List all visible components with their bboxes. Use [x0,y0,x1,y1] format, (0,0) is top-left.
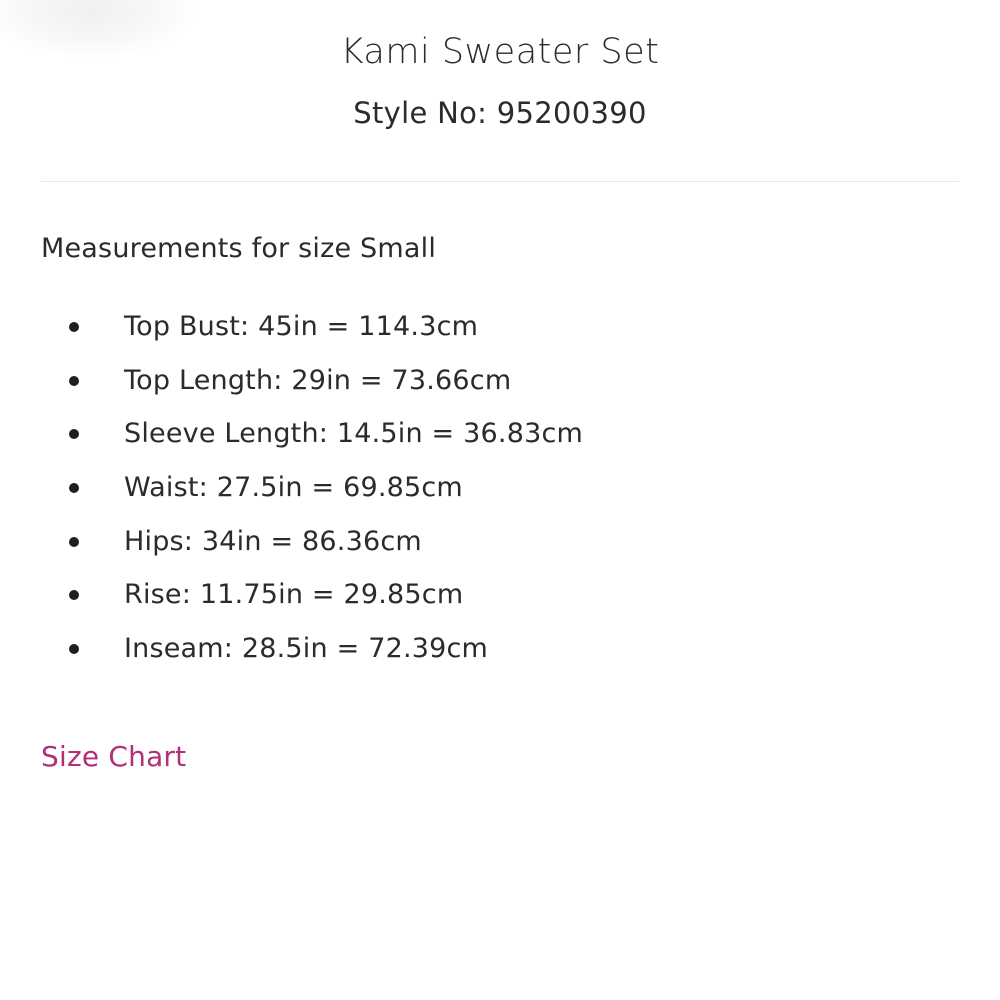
measurement-item-sleeve-length [0,407,1000,461]
bullet-icon [69,483,79,493]
measurement-text: Top Length: 29in = 73.66cm [124,364,512,396]
style-number: Style No: 95200390 [353,96,647,130]
measurement-item-top-bust [0,300,1000,354]
bullet-icon [69,537,79,547]
measurement-text: Rise: 11.75in = 29.85cm [124,579,464,611]
measurement-text: Waist: 27.5in = 69.85cm [124,472,463,504]
bullet-icon [69,376,79,386]
measurement-text: Top Bust: 45in = 114.3cm [124,311,479,342]
measurement-item-waist [0,461,1000,515]
measurements-heading: Measurements for size Small [41,233,437,264]
bullet-icon [69,429,79,439]
measurement-text: Inseam: 28.5in = 72.39cm [124,633,489,665]
measurement-item-hips [0,515,1000,569]
bullet-icon [69,590,79,600]
measurement-text: Sleeve Length: 14.5in = 36.83cm [124,418,584,450]
product-title: Kami Sweater Set [340,32,660,72]
bullet-icon [69,644,79,654]
measurement-item-top-length [0,354,1000,408]
measurement-item-rise [0,568,1000,622]
measurement-text: Hips: 34in = 86.36cm [124,525,422,557]
measurement-item-inseam [0,622,1000,676]
size-chart-link[interactable]: Size Chart [41,740,187,773]
measurements-list [0,300,1000,676]
bullet-icon [69,322,79,332]
section-divider [41,181,959,182]
